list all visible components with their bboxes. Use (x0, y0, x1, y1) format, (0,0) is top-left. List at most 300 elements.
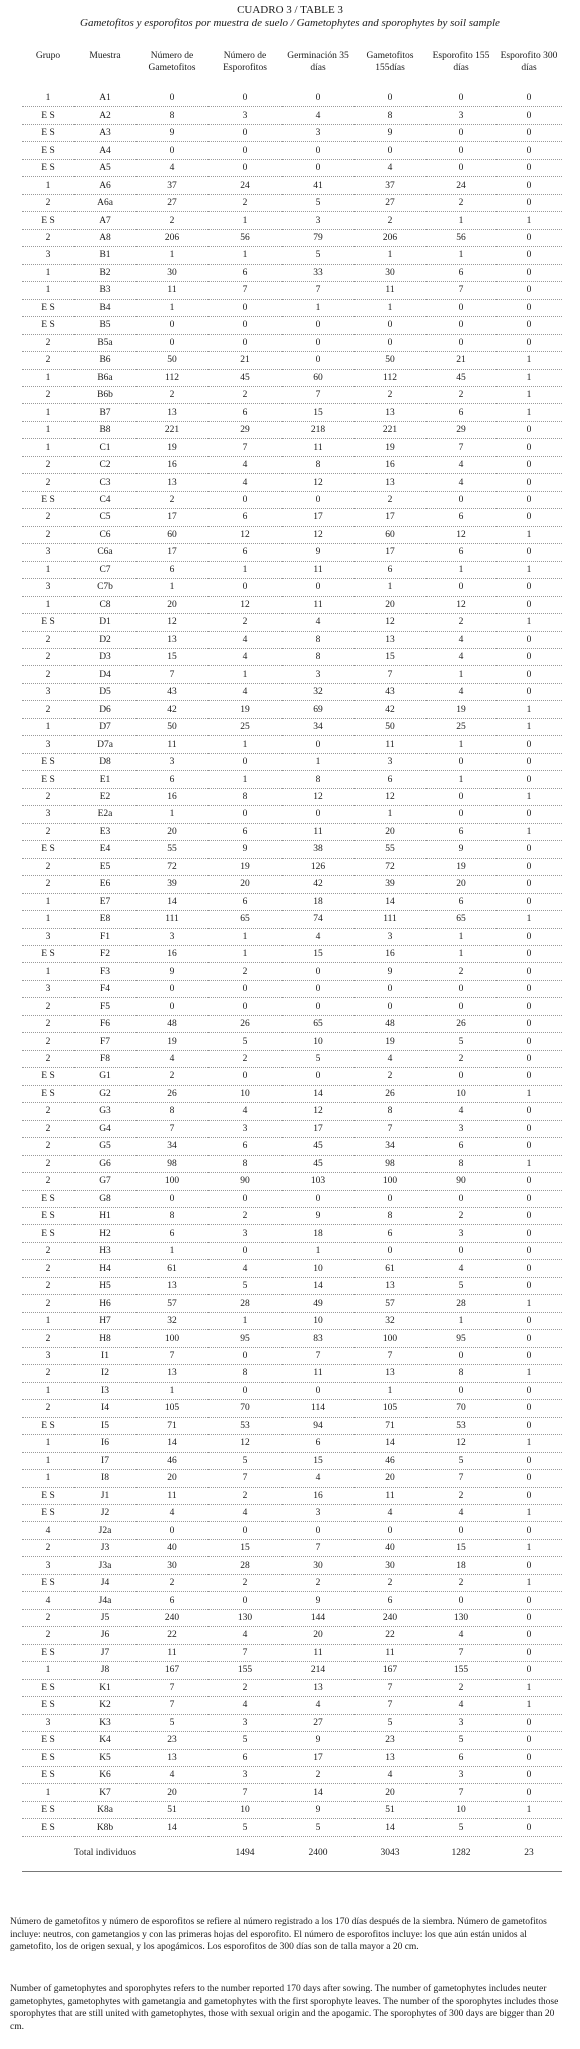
table-row (22, 1312, 562, 1329)
value-cell: 19 (354, 1033, 426, 1050)
total-cell: 1494 (208, 1836, 282, 1871)
value-cell: 13 (136, 404, 208, 421)
value-cell: 7 (354, 1347, 426, 1364)
table-row (22, 194, 562, 211)
value-cell: 30 (282, 1557, 354, 1574)
group-cell: 2 (22, 194, 74, 211)
table-row (22, 1068, 562, 1085)
value-cell: 0 (496, 666, 562, 683)
table-row (22, 1295, 562, 1312)
value-cell: 94 (282, 1417, 354, 1434)
column-header: Número de Esporofitos (223, 51, 267, 73)
value-cell: 206 (354, 229, 426, 246)
sample-cell: A6a (74, 194, 136, 211)
value-cell: 1 (208, 945, 282, 962)
value-cell: 13 (354, 1277, 426, 1294)
table-row (22, 1697, 562, 1714)
value-cell: 1 (136, 1242, 208, 1259)
value-cell: 23 (354, 1732, 426, 1749)
value-cell: 0 (282, 352, 354, 369)
value-cell: 11 (282, 439, 354, 456)
sample-cell: C6 (74, 526, 136, 543)
group-cell: 1 (22, 90, 74, 107)
value-cell: 55 (136, 841, 208, 858)
value-cell: 2 (208, 614, 282, 631)
group-cell: 2 (22, 1050, 74, 1067)
value-cell: 20 (426, 876, 496, 893)
value-cell: 6 (208, 264, 282, 281)
group-cell: 2 (22, 1627, 74, 1644)
value-cell: 0 (496, 945, 562, 962)
total-spacer (22, 1836, 74, 1871)
value-cell: 17 (354, 544, 426, 561)
value-cell: 4 (282, 1470, 354, 1487)
value-cell: 4 (426, 1697, 496, 1714)
value-cell: 0 (496, 1120, 562, 1137)
value-cell: 240 (136, 1609, 208, 1626)
value-cell: 5 (354, 1714, 426, 1731)
value-cell: 0 (496, 317, 562, 334)
value-cell: 0 (354, 998, 426, 1015)
group-cell: E S (22, 841, 74, 858)
value-cell: 4 (208, 1504, 282, 1521)
value-cell: 0 (496, 963, 562, 980)
value-cell: 3 (208, 1225, 282, 1242)
table-row (22, 1644, 562, 1661)
value-cell: 0 (496, 1347, 562, 1364)
value-cell: 12 (426, 596, 496, 613)
value-cell: 0 (208, 753, 282, 770)
value-cell: 20 (208, 876, 282, 893)
table-row (22, 264, 562, 281)
sample-cell: E2 (74, 788, 136, 805)
value-cell: 8 (426, 1365, 496, 1382)
table-row (22, 718, 562, 735)
value-cell: 4 (426, 631, 496, 648)
group-cell: E S (22, 1749, 74, 1766)
table-row (22, 1120, 562, 1137)
sample-cell: F1 (74, 928, 136, 945)
value-cell: 0 (496, 1627, 562, 1644)
table-row (22, 1592, 562, 1609)
value-cell: 6 (426, 823, 496, 840)
sample-cell: D1 (74, 614, 136, 631)
value-cell: 12 (282, 474, 354, 491)
value-cell: 0 (496, 229, 562, 246)
value-cell: 37 (136, 177, 208, 194)
table-row (22, 683, 562, 700)
value-cell: 0 (354, 980, 426, 997)
value-cell: 155 (426, 1662, 496, 1679)
sample-cell: K7 (74, 1784, 136, 1801)
value-cell: 17 (354, 509, 426, 526)
value-cell: 0 (426, 806, 496, 823)
value-cell: 0 (496, 858, 562, 875)
value-cell: 221 (354, 421, 426, 438)
sample-cell: B6a (74, 369, 136, 386)
group-cell: 1 (22, 1784, 74, 1801)
value-cell: 0 (496, 596, 562, 613)
value-cell: 28 (208, 1295, 282, 1312)
value-cell: 0 (208, 90, 282, 107)
group-cell: 2 (22, 649, 74, 666)
value-cell: 1 (426, 666, 496, 683)
value-cell: 4 (208, 649, 282, 666)
value-cell: 0 (282, 963, 354, 980)
value-cell: 5 (208, 1732, 282, 1749)
value-cell: 1 (496, 1435, 562, 1452)
sample-cell: D3 (74, 649, 136, 666)
value-cell: 1 (496, 823, 562, 840)
value-cell: 11 (136, 736, 208, 753)
value-cell: 130 (426, 1609, 496, 1626)
value-cell: 2 (426, 963, 496, 980)
value-cell: 0 (208, 1242, 282, 1259)
group-cell: 2 (22, 1277, 74, 1294)
value-cell: 2 (354, 491, 426, 508)
value-cell: 0 (426, 998, 496, 1015)
group-cell: 1 (22, 1312, 74, 1329)
group-cell: 3 (22, 247, 74, 264)
value-cell: 20 (354, 823, 426, 840)
value-cell: 3 (208, 107, 282, 124)
value-cell: 7 (426, 1470, 496, 1487)
value-cell: 6 (426, 264, 496, 281)
value-cell: 0 (426, 299, 496, 316)
value-cell: 0 (496, 1767, 562, 1784)
value-cell: 1 (496, 1365, 562, 1382)
value-cell: 71 (354, 1417, 426, 1434)
value-cell: 7 (136, 1347, 208, 1364)
value-cell: 10 (282, 1312, 354, 1329)
value-cell: 2 (354, 1068, 426, 1085)
group-cell: 1 (22, 1662, 74, 1679)
value-cell: 5 (426, 1277, 496, 1294)
value-cell: 57 (136, 1295, 208, 1312)
table-row (22, 247, 562, 264)
table-row (22, 911, 562, 928)
sample-cell: G6 (74, 1155, 136, 1172)
value-cell: 19 (136, 439, 208, 456)
value-cell: 0 (426, 124, 496, 141)
sample-cell: F6 (74, 1015, 136, 1032)
total-cell: 23 (496, 1836, 562, 1871)
group-cell: 3 (22, 806, 74, 823)
group-cell: 2 (22, 1033, 74, 1050)
total-cell: 2400 (282, 1836, 354, 1871)
table-row (22, 1138, 562, 1155)
value-cell: 0 (136, 90, 208, 107)
value-cell: 0 (426, 579, 496, 596)
value-cell: 0 (496, 1173, 562, 1190)
value-cell: 0 (496, 1225, 562, 1242)
group-cell: 2 (22, 876, 74, 893)
sample-cell: H3 (74, 1242, 136, 1259)
value-cell: 32 (354, 1312, 426, 1329)
value-cell: 39 (354, 876, 426, 893)
value-cell: 218 (282, 421, 354, 438)
total-cell: 3043 (354, 1836, 426, 1871)
table-row (22, 1627, 562, 1644)
table-row (22, 806, 562, 823)
group-cell: 1 (22, 1452, 74, 1469)
value-cell: 2 (426, 614, 496, 631)
value-cell: 12 (208, 596, 282, 613)
value-cell: 105 (354, 1400, 426, 1417)
value-cell: 6 (136, 771, 208, 788)
value-cell: 2 (426, 1574, 496, 1591)
value-cell: 0 (136, 142, 208, 159)
value-cell: 40 (354, 1539, 426, 1556)
value-cell: 1 (354, 806, 426, 823)
value-cell: 2 (136, 491, 208, 508)
value-cell: 5 (136, 1714, 208, 1731)
value-cell: 1 (354, 247, 426, 264)
table-title: CUADRO 3 / TABLE 3 (237, 4, 343, 16)
value-cell: 9 (136, 963, 208, 980)
table-row (22, 561, 562, 578)
table-row (22, 998, 562, 1015)
value-cell: 17 (282, 1749, 354, 1766)
value-cell: 10 (426, 1085, 496, 1102)
value-cell: 5 (426, 1732, 496, 1749)
sample-cell: G5 (74, 1138, 136, 1155)
value-cell: 0 (426, 317, 496, 334)
sample-cell: K5 (74, 1749, 136, 1766)
value-cell: 13 (136, 1277, 208, 1294)
group-cell: E S (22, 212, 74, 229)
sample-cell: I1 (74, 1347, 136, 1364)
value-cell: 15 (354, 649, 426, 666)
value-cell: 11 (282, 1644, 354, 1661)
table-row (22, 1277, 562, 1294)
value-cell: 30 (136, 1557, 208, 1574)
value-cell: 27 (282, 1714, 354, 1731)
sample-cell: C5 (74, 509, 136, 526)
column-header: Muestra (89, 51, 121, 61)
value-cell: 0 (496, 1470, 562, 1487)
table-row (22, 1173, 562, 1190)
value-cell: 0 (496, 1487, 562, 1504)
value-cell: 0 (496, 1138, 562, 1155)
value-cell: 26 (136, 1085, 208, 1102)
value-cell: 0 (282, 334, 354, 351)
value-cell: 4 (282, 1697, 354, 1714)
group-cell: E S (22, 491, 74, 508)
value-cell: 57 (354, 1295, 426, 1312)
value-cell: 114 (282, 1400, 354, 1417)
group-cell: 2 (22, 1539, 74, 1556)
value-cell: 50 (136, 718, 208, 735)
value-cell: 111 (136, 911, 208, 928)
value-cell: 1 (496, 1574, 562, 1591)
value-cell: 8 (282, 631, 354, 648)
value-cell: 0 (496, 1068, 562, 1085)
value-cell: 0 (496, 544, 562, 561)
value-cell: 15 (208, 1539, 282, 1556)
value-cell: 0 (496, 177, 562, 194)
value-cell: 19 (426, 701, 496, 718)
value-cell: 3 (282, 124, 354, 141)
value-cell: 0 (496, 124, 562, 141)
value-cell: 2 (136, 1574, 208, 1591)
group-cell: E S (22, 1819, 74, 1836)
value-cell: 2 (208, 963, 282, 980)
group-cell: 3 (22, 928, 74, 945)
value-cell: 0 (426, 980, 496, 997)
sample-cell: C1 (74, 439, 136, 456)
column-header: Esporofito 155 días (432, 51, 490, 73)
group-cell: E S (22, 159, 74, 176)
group-cell: 2 (22, 701, 74, 718)
value-cell: 0 (496, 299, 562, 316)
value-cell: 11 (354, 1487, 426, 1504)
value-cell: 7 (354, 1120, 426, 1137)
value-cell: 1 (496, 526, 562, 543)
table-row (22, 753, 562, 770)
value-cell: 0 (136, 1522, 208, 1539)
value-cell: 2 (426, 1679, 496, 1696)
column-header: Esporofito 300 días (500, 51, 558, 73)
table-row (22, 1260, 562, 1277)
value-cell: 9 (354, 124, 426, 141)
value-cell: 16 (136, 788, 208, 805)
value-cell: 29 (208, 421, 282, 438)
group-cell: 3 (22, 1714, 74, 1731)
sample-cell: J4a (74, 1592, 136, 1609)
sample-cell: G2 (74, 1085, 136, 1102)
value-cell: 18 (282, 893, 354, 910)
value-cell: 0 (208, 491, 282, 508)
value-cell: 3 (282, 666, 354, 683)
value-cell: 18 (426, 1557, 496, 1574)
value-cell: 12 (282, 526, 354, 543)
value-cell: 30 (136, 264, 208, 281)
group-cell: 2 (22, 1365, 74, 1382)
value-cell: 98 (136, 1155, 208, 1172)
group-cell: E S (22, 1417, 74, 1434)
value-cell: 1 (136, 579, 208, 596)
value-cell: 0 (496, 998, 562, 1015)
value-cell: 6 (136, 561, 208, 578)
table-row (22, 544, 562, 561)
value-cell: 51 (354, 1801, 426, 1818)
value-cell: 26 (208, 1015, 282, 1032)
value-cell: 8 (282, 771, 354, 788)
table-row (22, 876, 562, 893)
value-cell: 4 (136, 1050, 208, 1067)
value-cell: 8 (136, 1208, 208, 1225)
value-cell: 0 (282, 1522, 354, 1539)
value-cell: 221 (136, 421, 208, 438)
value-cell: 21 (426, 352, 496, 369)
table-row (22, 841, 562, 858)
value-cell: 0 (496, 194, 562, 211)
group-cell: E S (22, 107, 74, 124)
group-cell: 2 (22, 229, 74, 246)
table-subtitle: Gametofitos y esporofitos por muestra de suelo / Gametophytes and sporophytes by soil sample (80, 17, 500, 29)
value-cell: 4 (426, 683, 496, 700)
sample-cell: H1 (74, 1208, 136, 1225)
value-cell: 7 (136, 1697, 208, 1714)
sample-cell: E4 (74, 841, 136, 858)
value-cell: 3 (208, 1714, 282, 1731)
value-cell: 0 (496, 1033, 562, 1050)
table-row (22, 980, 562, 997)
value-cell: 1 (496, 1539, 562, 1556)
value-cell: 4 (354, 159, 426, 176)
value-cell: 0 (496, 107, 562, 124)
table-row (22, 1225, 562, 1242)
value-cell: 19 (354, 439, 426, 456)
value-cell: 1 (282, 753, 354, 770)
value-cell: 7 (136, 666, 208, 683)
value-cell: 74 (282, 911, 354, 928)
value-cell: 1 (496, 386, 562, 403)
value-cell: 0 (496, 1592, 562, 1609)
value-cell: 0 (282, 317, 354, 334)
table-row (22, 1242, 562, 1259)
value-cell: 21 (208, 352, 282, 369)
table-row (22, 1504, 562, 1521)
sample-cell: G1 (74, 1068, 136, 1085)
value-cell: 2 (282, 1767, 354, 1784)
table-row (22, 788, 562, 805)
value-cell: 1 (208, 771, 282, 788)
value-cell: 1 (496, 1679, 562, 1696)
value-cell: 0 (208, 1592, 282, 1609)
group-cell: 1 (22, 404, 74, 421)
value-cell: 3 (136, 753, 208, 770)
value-cell: 5 (282, 247, 354, 264)
value-cell: 1 (496, 1155, 562, 1172)
group-cell: E S (22, 1504, 74, 1521)
value-cell: 1 (426, 945, 496, 962)
sample-cell: H2 (74, 1225, 136, 1242)
value-cell: 6 (136, 1225, 208, 1242)
value-cell: 1 (496, 561, 562, 578)
value-cell: 0 (496, 928, 562, 945)
value-cell: 16 (136, 945, 208, 962)
value-cell: 11 (282, 1365, 354, 1382)
value-cell: 0 (496, 1330, 562, 1347)
value-cell: 0 (354, 142, 426, 159)
value-cell: 7 (208, 439, 282, 456)
value-cell: 2 (208, 1050, 282, 1067)
value-cell: 214 (282, 1662, 354, 1679)
table-row (22, 421, 562, 438)
value-cell: 1 (208, 561, 282, 578)
value-cell: 206 (136, 229, 208, 246)
group-cell: 1 (22, 439, 74, 456)
value-cell: 111 (354, 911, 426, 928)
value-cell: 13 (354, 1749, 426, 1766)
value-cell: 0 (496, 683, 562, 700)
value-cell: 45 (426, 369, 496, 386)
sample-cell: J6 (74, 1627, 136, 1644)
table-row (22, 526, 562, 543)
sample-cell: D5 (74, 683, 136, 700)
value-cell: 0 (496, 876, 562, 893)
table-row (22, 771, 562, 788)
group-cell: E S (22, 1574, 74, 1591)
sample-cell: K1 (74, 1679, 136, 1696)
value-cell: 53 (208, 1417, 282, 1434)
table-row (22, 456, 562, 473)
value-cell: 9 (354, 963, 426, 980)
value-cell: 0 (354, 1522, 426, 1539)
value-cell: 0 (208, 980, 282, 997)
